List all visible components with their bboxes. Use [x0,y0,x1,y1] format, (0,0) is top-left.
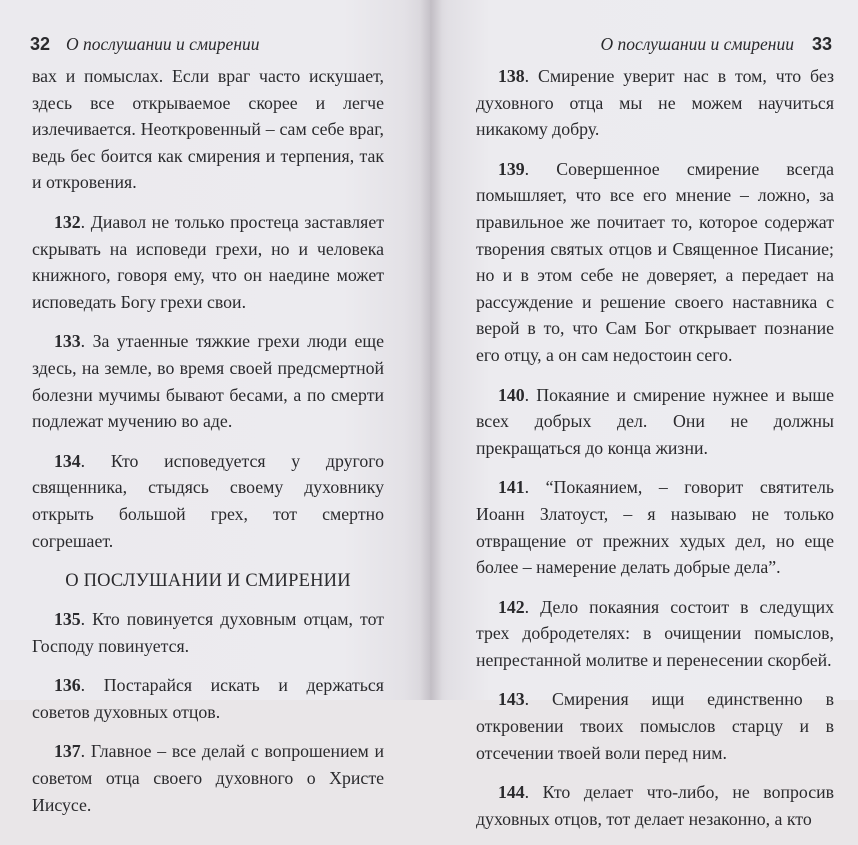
paragraph-text: . Смирение уверит нас в том, что без духовного отца мы не можем научиться никакому добру. [476,66,834,140]
paragraph-133 [32,328,384,434]
left-page [0,0,430,815]
paragraph-132 [32,209,384,315]
paragraph-text: . Диавол не только простеца заставляет скрывать на исповеди грехи, но и человека книжного, говоря ему, что он наедине может исповедать Богу грехи свои. [32,211,384,312]
paragraph-text: . Главное – все делай с вопрошением и советом отца своего духовного о Христе Иисусе. [32,741,384,815]
paragraph-number: 142 [498,596,525,617]
right-page-text [476,63,834,845]
paragraph-number: 139 [498,158,525,179]
paragraph-135 [32,606,384,659]
book-gutter-shadow [420,0,442,700]
paragraph-text: . Дело покаяния состоит в следущих трех добродетелях: в очищении помыслов, непрестанной молитве и перенесении скорбей. [476,596,834,670]
right-page [430,0,858,829]
paragraph-text: . Смирения ищи единственно в откровении твоих помыслов старцу и в отсечении твоей воли перед ним. [476,689,834,763]
paragraph-143 [476,686,834,766]
paragraph-text: . “Покаянием, – говорит святитель Иоанн Златоуст, – я называю не только отвращение от прежних худых дел, но еще более – намерение делать добрые дела”. [476,477,834,578]
paragraph-141 [476,474,834,580]
paragraph-number: 140 [498,384,525,405]
paragraph-number: 144 [498,782,525,803]
left-page-number: 32 [30,34,51,54]
paragraph-number: 133 [54,331,81,352]
paragraph-137 [32,738,384,818]
paragraph-number: 138 [498,66,525,86]
paragraph-number: 141 [498,477,525,498]
paragraph-136 [32,672,384,725]
right-page-number: 33 [811,34,832,54]
paragraph-number: 135 [54,609,81,630]
section-heading: О ПОСЛУШАНИИ И СМИРЕНИИ [65,571,351,592]
left-page-text [32,63,384,831]
paragraph-138 [476,63,834,143]
paragraph-144 [476,779,834,832]
paragraph-text: . Постарайся искать и держаться советов духовных отцов. [32,675,384,722]
paragraph-139 [476,156,834,369]
paragraph-number: 137 [54,741,81,762]
paragraph-text: . Совершенное смирение всегда помышляет, что все его мнение – ложно, за правильное же почитает то, которое содержат творения святых отцов и Священное Писание; но и в этом себе не доверяет, а передает на рассуждение и решение своего наставника с верой в то, что Сам Бог открывает познание его отцу, а он сам недостоин сего. [476,158,834,365]
right-running-title: О послушании и смирении [600,34,794,54]
paragraph-number: 143 [498,689,525,710]
paragraph-number: 132 [54,211,81,232]
paragraph-134 [32,448,384,554]
paragraph-number: 134 [54,450,81,471]
left-running-title: О послушании и смирении [66,34,260,54]
continued-paragraph: вах и помыслах. Если враг часто искушает, здесь все открываемое скорее и легче излечивается. Неоткровенный – сам себе враг, ведь бес боится как смирения и терпения, так и откровения. [32,66,384,193]
paragraph-text: . Кто повинуется духовным отцам, тот Господу повинуется. [32,609,384,656]
paragraph-142 [476,594,834,674]
paragraph-number: 136 [54,675,81,696]
paragraph-140 [476,382,834,462]
right-running-header [454,31,832,57]
paragraph-text: . За утаенные тяжкие грехи люди еще здесь, на земле, во время своей предсмертной болезни мучимы бывают бесами, а по смерти подлежат мучению во аде. [32,331,384,432]
left-running-header [30,31,390,57]
paragraph-text: . Кто делает что-либо, не вопросив духовных отцов, тот делает незаконно, а кто [476,782,834,829]
paragraph-text: . Покаяние и смирение нужнее и выше всех добрых дел. Они не должны прекращаться до конца жизни. [476,384,834,458]
paragraph-text: . Кто исповедуется у другого священника, стыдясь своему духовнику открыть большой грех, тот смертно согрешает. [32,450,384,551]
